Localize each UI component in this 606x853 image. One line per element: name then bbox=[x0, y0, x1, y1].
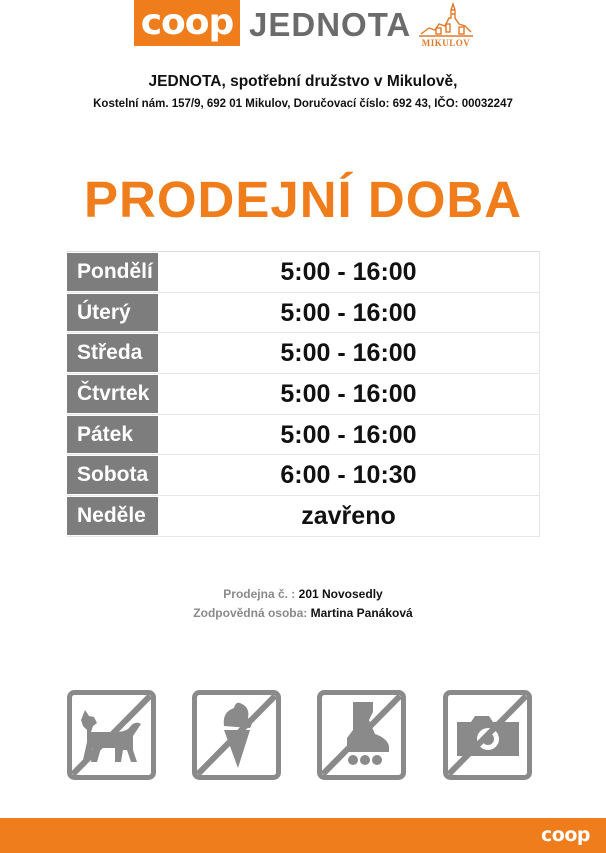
jednota-brand: JEDNOTA bbox=[249, 6, 412, 43]
time-value: 6:00 - 10:30 bbox=[280, 461, 417, 490]
responsible-person-value: Martina Panáková bbox=[310, 606, 413, 620]
time-value: 5:00 - 16:00 bbox=[280, 298, 417, 327]
organization-name: JEDNOTA, spotřební družstvo v Mikulově, bbox=[148, 73, 458, 90]
no-ice-cream-icon bbox=[192, 690, 281, 780]
hours-row bbox=[67, 293, 540, 334]
responsible-person-line bbox=[0, 604, 606, 623]
day-label: Čtvrtek bbox=[67, 375, 158, 413]
time-value: 5:00 - 16:00 bbox=[280, 258, 417, 286]
store-info bbox=[0, 585, 606, 623]
opening-hours-table bbox=[67, 251, 540, 537]
hours-row bbox=[67, 374, 540, 415]
day-label: Sobota bbox=[67, 456, 158, 494]
hours-row bbox=[67, 455, 540, 496]
hours-row bbox=[67, 496, 540, 537]
store-number-label: Prodejna č. : bbox=[223, 587, 296, 601]
hours-row bbox=[67, 252, 540, 293]
day-label: Pondělí bbox=[67, 253, 158, 291]
store-number-value: 201 Novosedly bbox=[298, 587, 383, 601]
day-label: Středa bbox=[67, 334, 158, 372]
footer-bar bbox=[0, 818, 606, 853]
header bbox=[0, 0, 606, 52]
no-dogs-icon bbox=[67, 690, 156, 780]
responsible-person-label: Zodpovědná osoba: bbox=[193, 606, 308, 620]
organization-address: Kostelní nám. 157/9, 692 01 Mikulov, Doručovací číslo: 692 43, IČO: 00032247 bbox=[93, 98, 513, 110]
footer-coop-logo: coop bbox=[541, 824, 590, 846]
hours-row bbox=[67, 415, 540, 456]
time-value: 5:00 - 16:00 bbox=[280, 420, 417, 449]
time-value: 5:00 - 16:00 bbox=[280, 380, 417, 409]
day-label: Úterý bbox=[67, 294, 158, 332]
page-title: PRODEJNÍ DOBA bbox=[83, 171, 523, 228]
hours-row bbox=[67, 333, 540, 374]
time-value: zavřeno bbox=[301, 502, 396, 531]
prohibition-icons bbox=[67, 690, 532, 780]
mikulov-emblem-text: MIKULOV bbox=[421, 38, 471, 48]
no-camera-icon bbox=[443, 690, 532, 780]
coop-logo: coop bbox=[134, 0, 240, 46]
day-label: Pátek bbox=[67, 416, 158, 454]
store-number-line bbox=[0, 585, 606, 604]
day-label: Neděle bbox=[67, 497, 158, 535]
time-value: 5:00 - 16:00 bbox=[280, 339, 417, 368]
no-rollerblades-icon bbox=[317, 690, 406, 780]
